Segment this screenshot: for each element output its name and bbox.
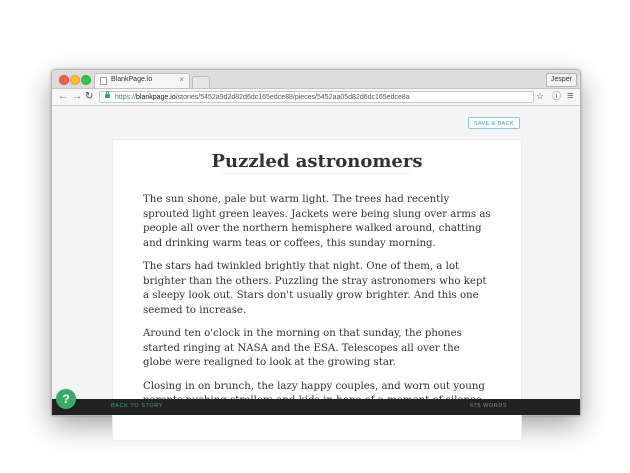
tab-bar (52, 70, 580, 89)
editor-footer-bar (52, 399, 580, 415)
word-count: 675 WORDS (470, 403, 508, 409)
tab-close-icon[interactable]: × (179, 75, 184, 84)
save-and-back-button[interactable]: SAVE & BACK (468, 117, 520, 129)
story-body[interactable] (143, 193, 491, 418)
page-icon (100, 77, 107, 85)
tab-title: BlankPage.io (111, 76, 153, 83)
paragraph: The sun shone, pale but warm light. The trees had recently sprouted light green leaves. Jackets were being slung over arms as people all over the northern hemisphere walked around, chatting and drinking warm teas or coffees, this sunday morning. (143, 194, 491, 249)
profile-button[interactable]: Jesper (546, 73, 577, 87)
bookmark-star-icon[interactable]: ☆ (536, 91, 545, 101)
zoom-window-button[interactable] (81, 75, 91, 85)
back-arrow-icon[interactable]: ← (58, 91, 68, 102)
forward-arrow-icon[interactable]: → (72, 91, 82, 102)
help-button[interactable]: ? (56, 389, 76, 409)
back-to-story-link[interactable]: BACK TO STORY (111, 403, 164, 409)
url-text: https://blankpage.io/stories/5452a9d2d82d6dc165edce88/pieces/5452aa05d82d6dc165edce8a (115, 94, 410, 101)
reload-icon[interactable]: ↻ (85, 91, 94, 102)
menu-icon[interactable]: ≡ (567, 90, 574, 102)
address-bar[interactable] (99, 91, 534, 103)
editor-page[interactable] (112, 139, 522, 441)
browser-toolbar (52, 89, 580, 106)
page-viewport (52, 106, 580, 399)
lock-icon (105, 94, 110, 98)
info-icon[interactable]: ⓘ (552, 91, 562, 101)
story-title[interactable]: Puzzled astronomers (211, 151, 423, 172)
browser-window (51, 69, 581, 416)
new-tab-button[interactable] (192, 76, 210, 88)
tab-blankpage[interactable] (94, 73, 190, 88)
paragraph: Around ten o'clock in the morning on that sunday, the phones started ringing at NASA and the ESA. Telescopes all over the globe were realigned to look at the growing star. (143, 328, 462, 368)
close-window-button[interactable] (59, 75, 69, 85)
paragraph: Closing in on brunch, the lazy happy couples, and worn out young (143, 380, 485, 392)
paragraph: The stars had twinkled brightly that night. One of them, a lot brighter than the others. Puzzling the stray astronomers who kept a sleepy look out. Stars don't usually grow brighter. And this one seemed to increase. (143, 261, 487, 316)
title-divider (221, 173, 411, 174)
minimize-window-button[interactable] (70, 75, 80, 85)
